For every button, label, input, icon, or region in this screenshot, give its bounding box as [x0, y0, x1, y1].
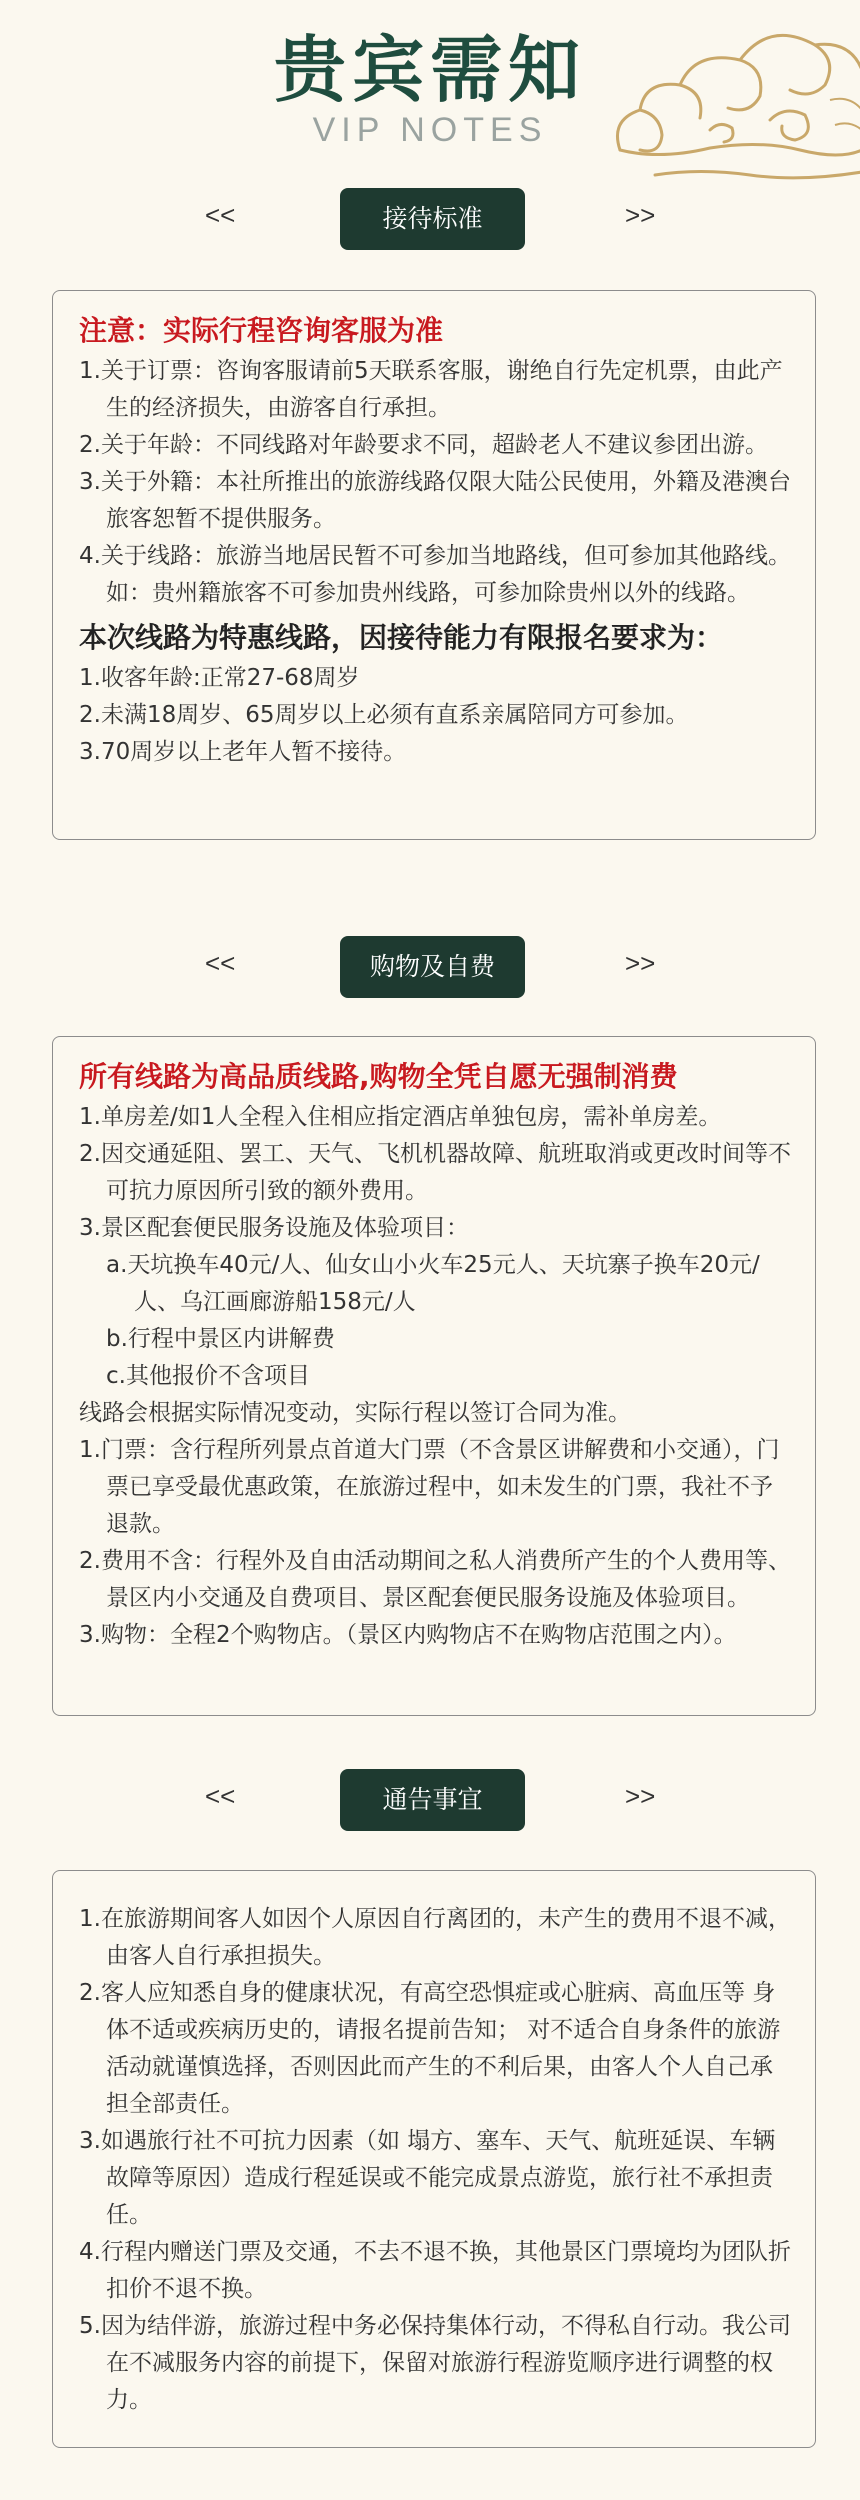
sub-list-item: c.其他报价不含项目: [106, 1363, 310, 1389]
list-item: 2.因交通延阻、罢工、天气、飞机机器故障、航班取消或更改时间等不可抗力原因所引致的额外费用。: [79, 1141, 791, 1204]
list-item: 4.关于线路：旅游当地居民暂不可参加当地路线，但可参加其他路线。如：贵州籍旅客不可参加贵州线路，可参加除贵州以外的线路。: [79, 543, 791, 606]
section-reception-header: [0, 188, 860, 250]
section-notice-box: [52, 1870, 816, 2448]
prev-arrow[interactable]: <<: [205, 948, 236, 978]
list-item: 2.未满18周岁、65周岁以上必须有直系亲属陪同方可参加。: [79, 702, 689, 728]
list-item: 2.关于年龄：不同线路对年龄要求不同，超龄老人不建议参团出游。: [79, 432, 768, 458]
section-notice-header: [0, 1769, 860, 1831]
list-item: 3.70周岁以上老年人暂不接待。: [79, 739, 407, 765]
shopping-notice: 所有线路为高品质线路,购物全凭自愿无强制消费: [79, 1060, 678, 1093]
list-item: 5.因为结伴游，旅游过程中务必保持集体行动，不得私自行动。我公司在不减服务内容的前提下，保留对旅游行程游览顺序进行调整的权力。: [79, 2313, 791, 2413]
list-item: 3.如遇旅行社不可抗力因素（如 塌方、塞车、天气、航班延误、车辆故障等原因）造成行程延误或不能完成景点游览，旅行社不承担责任。: [79, 2128, 776, 2228]
page-header: [0, 28, 860, 148]
list-item: 3.景区配套便民服务设施及体验项目：: [79, 1215, 469, 1241]
list-item: 1.关于订票：咨询客服请前5天联系客服，谢绝自行先定机票，由此产生的经济损失，由游客自行承担。: [79, 358, 783, 421]
list-item: 1.门票：含行程所列景点首道大门票（不含景区讲解费和小交通），门票已享受最优惠政策，在旅游过程中，如未发生的门票，我社不予退款。: [79, 1437, 780, 1537]
list-item: 1.在旅游期间客人如因个人原因自行离团的，未产生的费用不退不减，由客人自行承担损失。: [79, 1906, 791, 1969]
list-item: 3.购物：全程2个购物店。（景区内购物店不在购物店范围之内）。: [79, 1622, 737, 1648]
page-subtitle: VIP NOTES: [312, 111, 548, 149]
list-item: 2.费用不含：行程外及自由活动期间之私人消费所产生的个人费用等、景区内小交通及自费项目、景区配套便民服务设施及体验项目。: [79, 1548, 791, 1611]
section-reception-label: 接待标准: [340, 188, 525, 250]
page-title: 贵宾需知: [273, 28, 586, 112]
reception-notice: 注意：实际行程咨询客服为准: [79, 314, 444, 347]
section-reception-box: [52, 290, 816, 840]
section-shopping-label: 购物及自费: [340, 936, 525, 998]
next-arrow[interactable]: >>: [625, 200, 656, 230]
next-arrow[interactable]: >>: [625, 1781, 656, 1811]
route-change-note: 线路会根据实际情况变动，实际行程以签订合同为准。: [79, 1400, 631, 1426]
sub-list-item: a.天坑换车40元/人、仙女山小火车25元人、天坑寨子换车20元/人、乌江画廊游船158元/人: [106, 1252, 760, 1315]
list-item: 4.行程内赠送门票及交通，不去不退不换，其他景区门票境均为团队折扣价不退不换。: [79, 2239, 791, 2302]
section-shopping-box: [52, 1036, 816, 1716]
special-route-title: 本次线路为特惠线路，因接待能力有限报名要求为：: [79, 621, 724, 654]
section-shopping-header: [0, 936, 860, 998]
prev-arrow[interactable]: <<: [205, 1781, 236, 1811]
next-arrow[interactable]: >>: [625, 948, 656, 978]
section-notice-label: 通告事宜: [340, 1769, 525, 1831]
list-item: 3.关于外籍：本社所推出的旅游线路仅限大陆公民使用，外籍及港澳台旅客恕暂不提供服务。: [79, 469, 791, 532]
prev-arrow[interactable]: <<: [205, 200, 236, 230]
list-item: 1.单房差/如1人全程入住相应指定酒店单独包房，需补单房差。: [79, 1104, 722, 1130]
sub-list-item: b.行程中景区内讲解费: [106, 1326, 335, 1352]
list-item: 2.客人应知悉自身的健康状况，有高空恐惧症或心脏病、高血压等 身体不适或疾病历史的，请报名提前告知； 对不适合自身条件的旅游活动就谨慎选择，否则因此而产生的不利后果，由客人个人自己承担全部责任。: [79, 1980, 781, 2117]
list-item: 1.收客年龄:正常27-68周岁: [79, 665, 360, 691]
